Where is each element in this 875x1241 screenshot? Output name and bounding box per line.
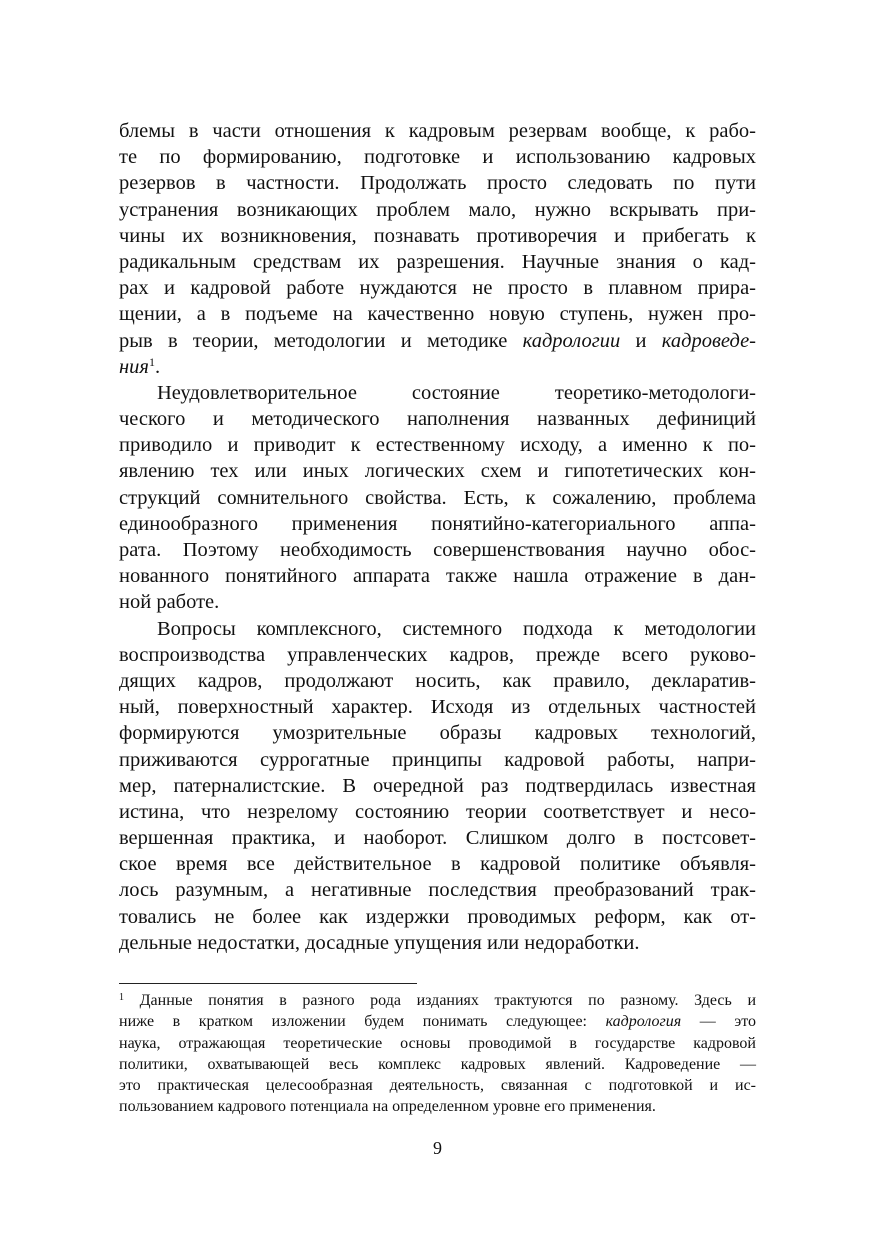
paragraph-1 [119,118,756,380]
text-line: струкций сомнительного свойства. Есть, к сожалению, проблема [119,486,756,509]
paragraph-3 [119,616,756,956]
text-line: ный, поверхностный характер. Исходя из отдельных частностей [119,696,756,719]
text-line: рата. Поэтому необходимость совершенствования научно обос- [119,539,756,561]
main-text [119,118,756,956]
page-number: 9 [433,1138,442,1158]
footnote-reference[interactable]: 1 [148,354,155,369]
footnote-line [119,990,756,1011]
footnote [119,990,756,1118]
term-kadrovedenie-end: ния [119,355,149,378]
term-kadrologiya: кадрология [605,1013,682,1031]
footnote-line [119,1011,756,1032]
text-line: Неудовлетворительное состояние теоретико-методологи- [157,381,756,404]
text-segment: рыв в теории, методологии и методике [119,329,523,352]
text-line: радикальным средствам их разрешения. Научные знания о кад- [119,250,756,273]
text-line: товались не более как издержки проводимых реформ, как от- [119,905,756,928]
text-line: дящих кадров, продолжают носить, как правило, декларатив- [119,669,756,692]
text-line: приживаются суррогатные принципы кадровой работы, напри- [119,748,756,771]
text-line: рах и кадровой работе нуждаются не просто в плавном прира- [119,277,756,300]
text-line: ческого и методического наполнения названных дефиниций [119,408,756,431]
footnote-separator [119,983,417,984]
text-line: формируются умозрительные образы кадровых технологий, [119,722,756,745]
text-line: явлению тех или иных логических схем и гипотетических кон- [119,460,756,483]
text-line [119,328,756,354]
text-line: единообразного применения понятийно-категориального аппа- [119,512,756,535]
footnote-marker: 1 [119,992,124,1003]
text-line: блемы в части отношения к кадровым резервам вообще, к рабо- [119,120,756,142]
text-segment: и [620,329,662,352]
text-line: щении, а в подъеме на качественно новую ступень, нужен про- [119,303,756,326]
text-line: устранения возникающих проблем мало, нужно вскрывать при- [119,198,756,221]
text-line: ское время все действительное в кадровой политике объявля- [119,853,756,876]
text-line: те по формированию, подготовке и использованию кадровых [119,146,756,169]
footnote-line: это практическая целесообразная деятельность, связанная с подготовкой и ис- [119,1077,756,1095]
text-line: нованного понятийного аппарата также нашла отражение в дан- [119,565,756,588]
text-line: мер, патерналистские. В очередной раз подтвердилась известная [119,774,756,797]
text-line: чины их возникновения, познавать противоречия и прибегать к [119,224,756,247]
text-line: приводило и приводит к естественному исходу, а именно к по- [119,434,756,457]
text-segment: . [154,355,161,378]
term-kadrovedenie: кадроведе- [661,329,756,352]
footnote-line: пользованием кадрового потенциала на определенном уровне его применения. [119,1098,656,1116]
text-line: ной работе. [119,591,220,614]
text-segment: ниже в кратком изложении будем понимать следующее: [119,1013,606,1031]
text-line: истина, что незрелому состоянию теории соответствует и несо- [119,800,756,823]
text-line: резервов в частности. Продолжать просто следовать по пути [119,172,756,195]
text-line: Вопросы комплексного, системного подхода к методологии [157,617,756,640]
text-line: воспроизводства управленческих кадров, прежде всего руково- [119,643,756,666]
text-line [119,354,756,380]
text-line: вершенная практика, и наоборот. Слишком долго в постсовет- [119,827,756,850]
text-line: лось разумным, а негативные последствия преобразований трак- [119,879,756,902]
text-segment: Данные понятия в разного рода изданиях трактуются по разному. Здесь и [124,992,756,1009]
footnote-line: наука, отражающая теоретические основы проводимой в государстве кадровой [119,1034,756,1052]
text-line: дельные недостатки, досадные упущения или недоработки. [119,931,640,954]
term-kadrologiya: кадрологии [522,329,621,352]
paragraph-2 [119,380,756,616]
footnote-line: политики, охватывающей весь комплекс кадровых явлений. Кадроведение — [119,1055,756,1073]
text-segment: — это [681,1013,756,1031]
